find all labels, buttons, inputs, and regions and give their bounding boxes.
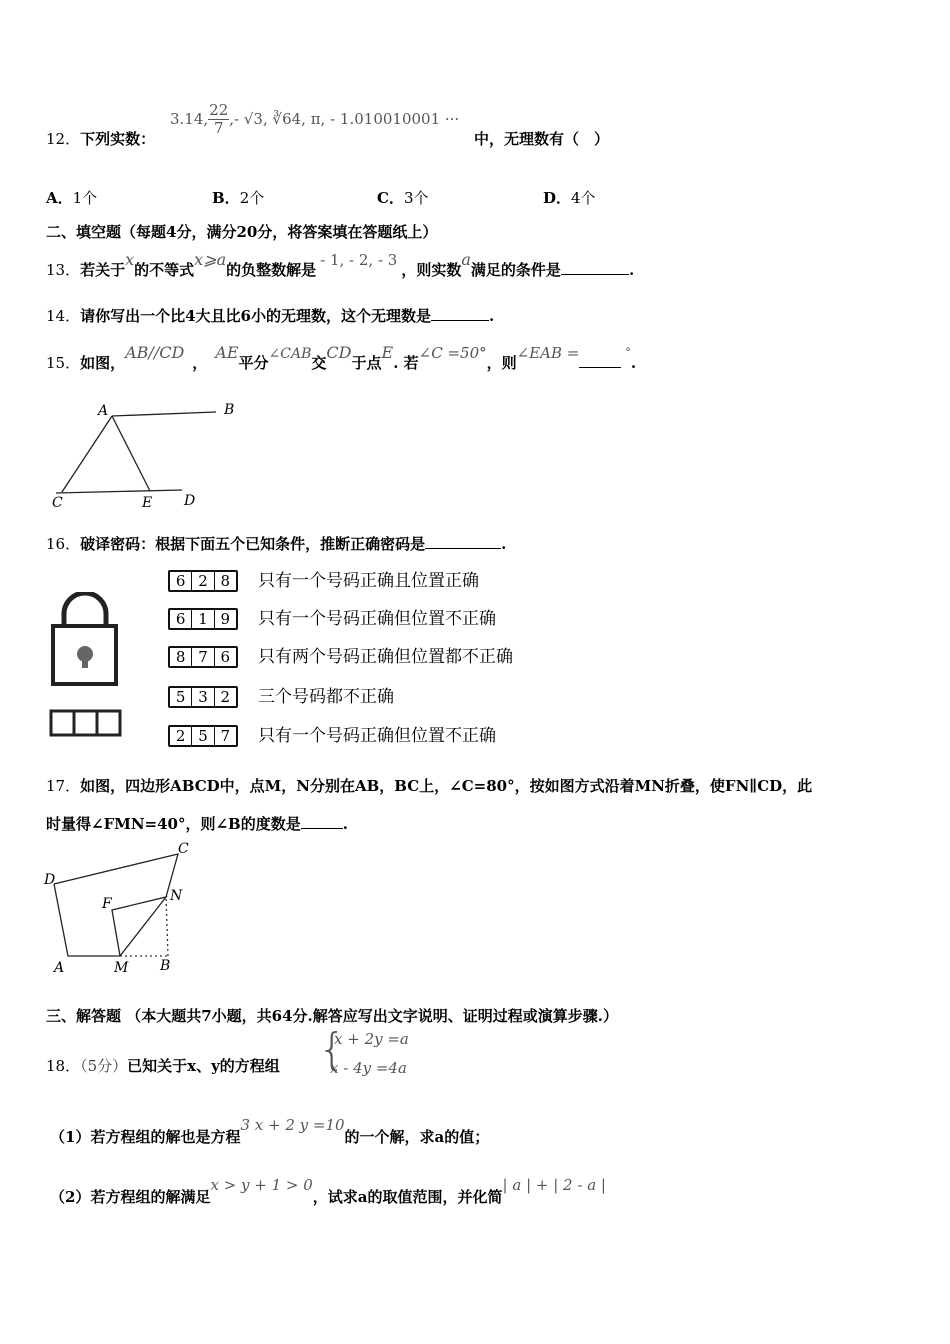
q15-line-ac xyxy=(62,416,112,492)
q18-number: 18． xyxy=(46,1057,81,1075)
q15-figure xyxy=(44,394,244,516)
q18-part-2: （2）若方程组的解满足x > y + 1 > 0，试求a的取值范围，并化简| a | + | 2 - a | xyxy=(50,1176,606,1206)
q16-clue-1-text: 只有一个号码正确且位置正确 xyxy=(258,571,479,591)
q17-label-b: B xyxy=(160,958,171,974)
q13-answer-blank[interactable] xyxy=(561,260,629,275)
q16-clue-5-text: 只有一个号码正确但位置不正确 xyxy=(258,726,496,746)
q18-line xyxy=(46,1055,280,1076)
q14-text: 请你写出一个比4大且比6小的无理数，这个无理数是 xyxy=(80,307,431,325)
q16-clue-3-digits: 8 7 6 xyxy=(168,646,238,668)
q17-line-dam xyxy=(54,884,120,956)
q13-line: 13．若关于x的不等式x⩾a的负整数解是- 1, - 2, - 3，则实数a满足的条件是 . xyxy=(46,250,635,279)
q18-equation-2: x - 4y =4a xyxy=(330,1059,407,1077)
q16-text: 破译密码：根据下面五个已知条件，推断正确密码是 xyxy=(80,535,426,553)
q18-part-2-math: x > y + 1 > 0 xyxy=(210,1176,313,1194)
q16-clue-3-text: 只有两个号码正确但位置都不正确 xyxy=(258,647,513,667)
q12-suffix: 中，无理数有（ ） xyxy=(474,130,610,148)
q15-label-d: D xyxy=(184,493,196,509)
q17-number: 17． xyxy=(46,777,81,795)
q13-number: 13． xyxy=(46,261,81,279)
q18-score: （5分） xyxy=(80,1057,128,1075)
q17-line-2: 时量得∠FMN=40°，则∠B的度数是 . xyxy=(46,815,348,833)
q16-clue-2-text: 只有一个号码正确但位置不正确 xyxy=(258,609,496,629)
q15-line-ab xyxy=(112,412,216,416)
q17-text-1: 如图，四边形ABCD中，点M，N分别在AB，BC上，∠C=80°，按如图方式沿着MN折叠，使FN∥CD，此 xyxy=(80,777,813,795)
q15-answer-blank[interactable] xyxy=(579,353,621,368)
q12-list-post: ,- √3, ∛64, π, - 1.010010001 ··· xyxy=(229,110,460,128)
q17-label-a: A xyxy=(54,960,65,974)
q16-clue-2-digits: 6 1 9 xyxy=(168,608,238,630)
q17-line-dcn xyxy=(54,854,178,897)
q16-clue-5-digits: 2 5 7 xyxy=(168,725,238,747)
q18-part-1-math: 3 x + 2 y =10 xyxy=(240,1116,345,1134)
q17-label-n: N xyxy=(170,888,183,904)
section-2-heading: 二、填空题（每题4分，满分20分，将答案填在答题纸上） xyxy=(46,223,438,241)
q12-number-list xyxy=(170,102,459,137)
q18-system-brace: { xyxy=(318,1024,346,1075)
q15-line: 15．如图，AB//CD，AE平分∠CAB交CD于点E. 若∠C =50°，则∠EAB = °. xyxy=(46,343,637,372)
section-3-heading: 三、解答题 （本大题共7小题，共64分.解答应写出文字说明、证明过程或演算步骤.） xyxy=(46,1007,618,1025)
q16-clue-1-digits: 6 2 8 xyxy=(168,570,238,592)
q15-line-ae xyxy=(112,416,150,491)
q15-number: 15． xyxy=(46,354,81,372)
q12-option-b: B．2个 xyxy=(212,189,265,207)
q14-number: 14． xyxy=(46,307,81,325)
q17-answer-blank[interactable] xyxy=(301,814,343,829)
q16-clue-4-digits: 5 3 2 xyxy=(168,686,238,708)
q18-equation-1: x + 2y =a xyxy=(334,1030,409,1048)
q18-part-2-expression: | a | + | 2 - a | xyxy=(502,1176,606,1194)
q16-clue-4-text: 三个号码都不正确 xyxy=(258,687,394,707)
q12-option-c: C．3个 xyxy=(377,189,429,207)
q16-number: 16． xyxy=(46,535,81,553)
q18-text: 已知关于x、y的方程组 xyxy=(127,1057,280,1075)
q15-label-b: B xyxy=(224,402,235,418)
q17-figure xyxy=(42,838,202,974)
q15-label-e: E xyxy=(142,495,153,511)
q15-line-cd xyxy=(56,490,182,493)
q15-label-a: A xyxy=(98,403,109,419)
q12-option-d: D．4个 xyxy=(543,189,596,207)
q17-text-2: 时量得∠FMN=40°，则∠B的度数是 xyxy=(46,815,301,833)
padlock-icon xyxy=(48,592,124,738)
q16-line: 16．破译密码：根据下面五个已知条件，推断正确密码是 . xyxy=(46,535,507,553)
q17-label-m: M xyxy=(114,960,129,974)
q18-part-1: （1）若方程组的解也是方程3 x + 2 y =10的一个解，求a的值； xyxy=(50,1116,490,1146)
q14-line: 14．请你写出一个比4大且比6小的无理数，这个无理数是 . xyxy=(46,307,495,325)
q16-answer-blank[interactable] xyxy=(425,534,501,549)
q14-answer-blank[interactable] xyxy=(431,306,489,321)
q17-label-f: F xyxy=(102,896,112,912)
q12-prompt: 下列实数： xyxy=(80,130,156,148)
q15-label-c: C xyxy=(52,495,63,511)
q12-list-pre: 3.14, xyxy=(170,110,209,128)
q17-label-d: D xyxy=(44,872,56,888)
q12-fraction: $\frac{22}{7}$ xyxy=(209,101,229,137)
q17-folded-triangle xyxy=(112,897,166,956)
q12-number: 12． xyxy=(46,130,81,148)
q17-label-c: C xyxy=(178,841,189,857)
q12-option-a: A．1个 xyxy=(46,189,98,207)
q12-line xyxy=(46,128,155,149)
q17-dashed-bn xyxy=(166,897,168,956)
q17-line-1 xyxy=(46,775,812,796)
